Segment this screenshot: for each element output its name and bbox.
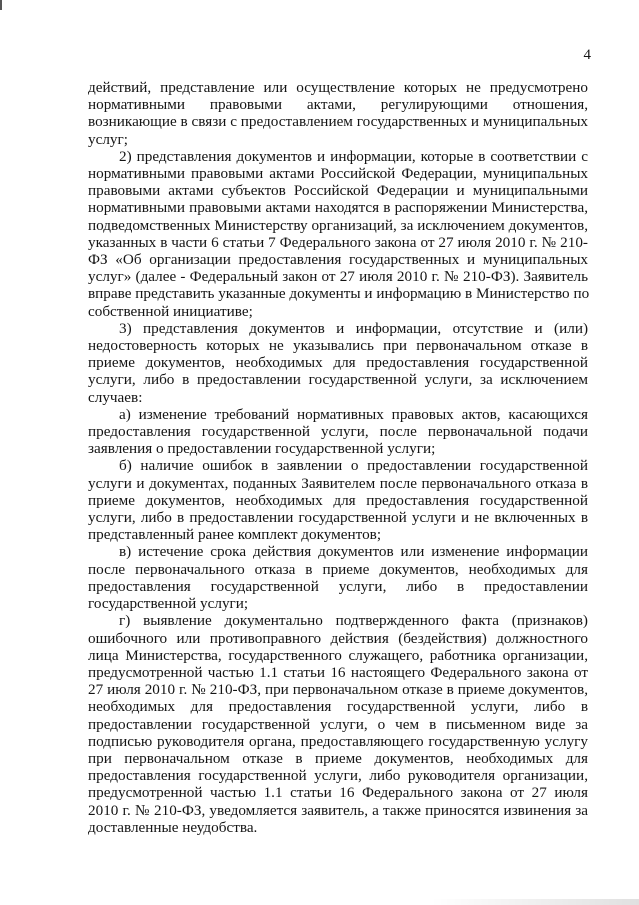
text-line: правовыми актами субъектов Российской Федерации и муниципальными	[88, 182, 588, 200]
text-line: предоставления государственной услуги, либо в предоставлении	[88, 577, 588, 595]
text-line: после первоначального отказа в приеме документов, необходимых для	[88, 560, 588, 578]
scan-edge-shadow	[430, 899, 639, 905]
text-line: заявления о предоставлении государственной услуги;	[88, 440, 436, 458]
text-line: услуги, либо в предоставлении государственной услуги и не включенных в	[88, 509, 588, 527]
text-line: 27 июля 2010 г. № 210-ФЗ, при первоначальном отказе в приеме документов,	[88, 681, 588, 699]
text-line: предусмотренной частью 1.1 статьи 16 настоящего Федерального закона от	[88, 663, 588, 681]
page-number: 4	[583, 47, 591, 63]
scan-edge-mark	[0, 0, 2, 10]
text-line: услуг» (далее - Федеральный закон от 27 июля 2010 г. № 210-ФЗ). Заявитель	[88, 268, 588, 286]
text-line: приеме документов, необходимых для предоставления государственной	[88, 491, 588, 509]
text-line: б) наличие ошибок в заявлении о предоставлении государственной	[119, 457, 588, 475]
text-line: вправе представить указанные документы и информацию в Министерство по	[88, 285, 590, 303]
text-line: действий, представление или осуществление которых не предусмотрено	[88, 79, 588, 96]
text-line: нормативными правовыми актами находятся в распоряжении Министерства,	[88, 199, 588, 217]
text-line: 2) представления документов и информации, которые в соответствии с	[119, 147, 588, 165]
text-line: услуги и документах, поданных Заявителем после первоначального отказа в	[88, 474, 588, 492]
text-line: нормативными правовыми актами, регулирующими отношения,	[88, 96, 588, 114]
text-line: в) истечение срока действия документов или изменение информации	[119, 543, 588, 561]
text-line: 2010 г. № 210-ФЗ, уведомляется заявитель, а также приносятся извинения за	[88, 801, 588, 819]
text-line: государственной услуги;	[88, 595, 249, 613]
text-line: предоставления государственной услуги, после первоначальной подачи	[88, 423, 588, 441]
text-line: лица Министерства, государственного служащего, работника организации,	[88, 646, 588, 664]
text-line: ошибочного или противоправного действия (бездействия) должностного	[88, 629, 588, 647]
text-line: предоставлении государственной услуги, о чем в письменном виде за	[88, 715, 588, 733]
text-line: нормативными правовыми актами Российской Федерации, муниципальных	[88, 165, 588, 183]
text-line: представленный ранее комплект документов;	[88, 526, 382, 544]
text-line: г) выявление документально подтвержденного факта (признаков)	[119, 612, 588, 630]
text-line: собственной инициативе;	[88, 302, 253, 320]
text-line: предусмотренной частью 1.1 статьи 16 Федерального закона от 27 июля	[88, 784, 588, 802]
document-body	[88, 79, 588, 836]
text-line: приеме документов, необходимых для предоставления государственной	[88, 354, 588, 372]
text-line: 3) представления документов и информации, отсутствие и (или)	[119, 319, 588, 337]
text-line: услуги, либо в предоставлении государственной услуги, за исключением	[88, 371, 588, 389]
text-line: услуг;	[88, 130, 128, 148]
text-line: недостоверность которых не указывались при первоначальном отказе в	[88, 337, 588, 355]
text-line: подведомственных Министерству организаций, за исключением документов,	[88, 216, 588, 234]
text-line: необходимых для предоставления государственной услуги, либо в	[88, 698, 588, 716]
text-line: подписью руководителя органа, предоставляющего государственную услугу	[88, 732, 588, 750]
text-line: указанных в части 6 статьи 7 Федерального закона от 27 июля 2010 г. № 210-	[88, 233, 588, 251]
text-line: возникающие в связи с предоставлением государственных и муниципальных	[88, 113, 588, 131]
text-line: случаев:	[88, 388, 143, 406]
text-line: ФЗ «Об организации предоставления государственных и муниципальных	[88, 251, 588, 269]
text-line: предоставления государственной услуги, либо руководителя организации,	[88, 767, 588, 785]
text-line: а) изменение требований нормативных правовых актов, касающихся	[119, 405, 588, 423]
text-line: при первоначальном отказе в приеме документов, необходимых для	[88, 749, 588, 767]
text-line: доставленные неудобства.	[88, 818, 258, 836]
